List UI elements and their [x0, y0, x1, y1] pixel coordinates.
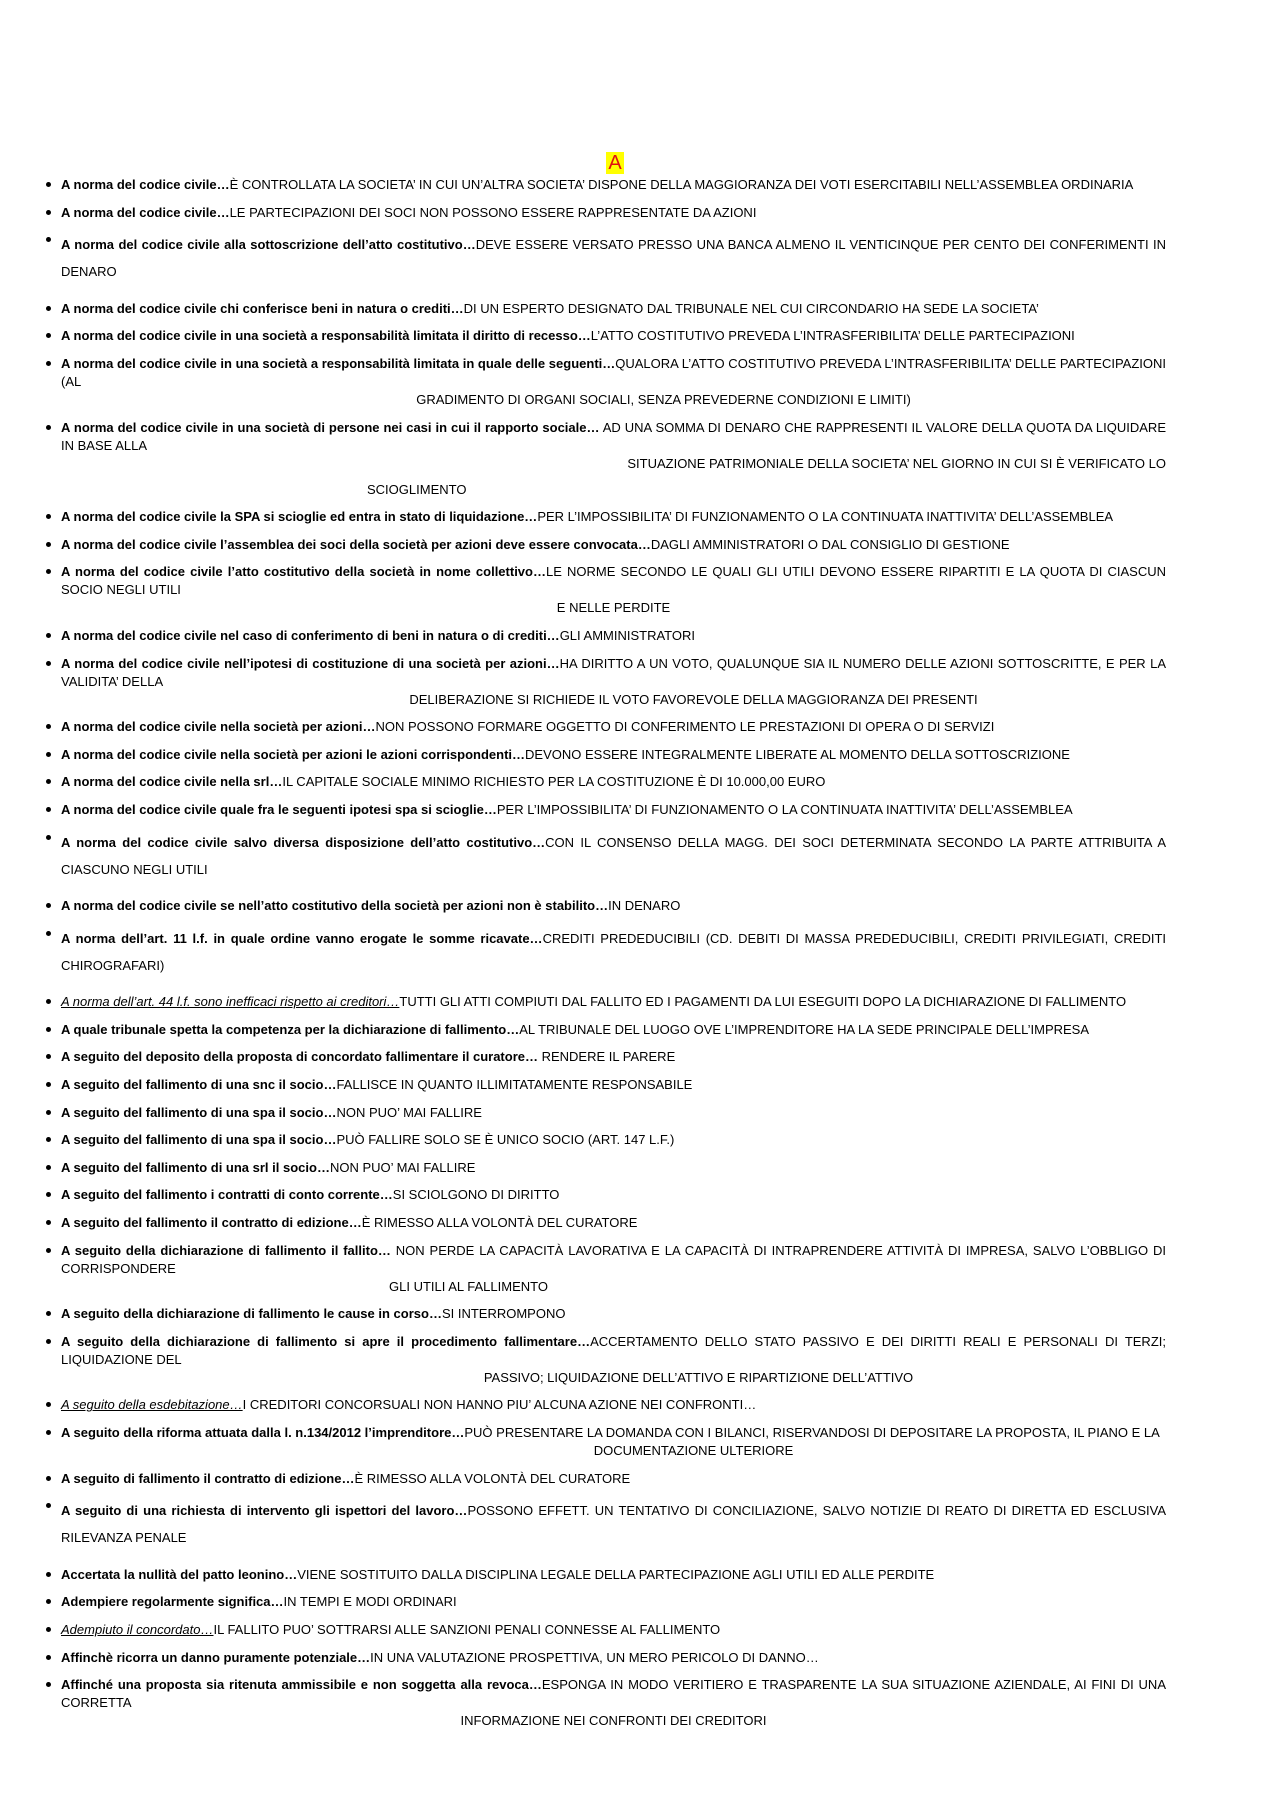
list-item: A quale tribunale spetta la competenza per la dichiarazione di fallimento…AL TRIBUNALE DEL LUOGO OVE L’IMPRENDITORE HA LA SEDE PRINCIPALE DELL’IMPRESA	[61, 1021, 1166, 1039]
list-item: A seguito del fallimento di una spa il socio…NON PUO’ MAI FALLIRE	[61, 1104, 1166, 1122]
list-item: A norma del codice civile l’atto costitutivo della società in nome collettivo…LE NORME SECONDO LE QUALI GLI UTILI DEVONO ESSERE RIPARTITI E LA QUOTA DI CIASCUN SOCIO NEGLI UTILI E NELLE PERDITE	[61, 564, 1166, 616]
list-item: A norma del codice civile…È CONTROLLATA LA SOCIETA’ IN CUI UN’ALTRA SOCIETA’ DISPONE DELLA MAGGIORANZA DEI VOTI ESERCITABILI NELL’ASSEMBLEA ORDINARIA	[61, 176, 1166, 194]
list-item: Affinchè ricorra un danno puramente potenziale…IN UNA VALUTAZIONE PROSPETTIVA, UN MERO PERICOLO DI DANNO…	[61, 1649, 1166, 1667]
list-item: A norma del codice civile…LE PARTECIPAZIONI DEI SOCI NON POSSONO ESSERE RAPPRESENTATE DA AZIONI	[61, 204, 1166, 222]
list-item: A norma del codice civile nel caso di conferimento di beni in natura o di crediti…GLI AMMINISTRATORI	[61, 627, 1166, 645]
list-item: A norma del codice civile se nell’atto costitutivo della società per azioni non è stabilito…IN DENARO	[61, 897, 1166, 915]
list-item: A norma del codice civile quale fra le seguenti ipotesi spa si scioglie…PER L’IMPOSSIBILITA’ DI FUNZIONAMENTO O LA CONTINUATA INATTIVITA’ DELL’ASSEMBLEA	[61, 801, 1166, 819]
list-item: A seguito della dichiarazione di fallimento si apre il procedimento fallimentare…ACCERTAMENTO DELLO STATO PASSIVO E DEI DIRITTI REALI E PERSONALI DI TERZI; LIQUIDAZIONE DEL PASSIVO; LIQUIDAZIONE DELL’ATTIVO E RIPARTIZIONE DELL’ATTIVO	[61, 1333, 1166, 1385]
list-item: A norma del codice civile in una società di persone nei casi in cui il rapporto sociale… AD UNA SOMMA DI DENARO CHE RAPPRESENTI IL VALORE DELLA QUOTA DA LIQUIDARE IN BASE ALLA SITUAZIONE PATRIMONIALE DELLA SOCIETA’ NEL GIORNO IN CUI SI È VERIFICATO LO SCIOGLIMENTO	[61, 419, 1166, 497]
list-item: A seguito del fallimento i contratti di conto corrente…SI SCIOLGONO DI DIRITTO	[61, 1186, 1166, 1204]
list-item: A seguito della dichiarazione di fallimento il fallito… NON PERDE LA CAPACITÀ LAVORATIVA E LA CAPACITÀ DI INTRAPRENDERE ATTIVITÀ DI IMPRESA, SALVO L’OBBLIGO DI CORRISPONDERE GLI UTILI AL FALLIMENTO	[61, 1242, 1166, 1294]
list-item: A norma del codice civile chi conferisce beni in natura o crediti…DI UN ESPERTO DESIGNATO DAL TRIBUNALE NEL CUI CIRCONDARIO HA SEDE LA SOCIETA’	[61, 300, 1166, 318]
list-item: A norma dell’art. 11 l.f. in quale ordine vanno erogate le somme ricavate…CREDITI PREDEDUCIBILI (CD. DEBITI DI MASSA PREDEDUCIBILI, CREDITI PRIVILEGIATI, CREDITI CHIROGRAFARI)	[61, 925, 1166, 979]
list-item: A seguito della esdebitazione…I CREDITORI CONCORSUALI NON HANNO PIU’ ALCUNA AZIONE NEI CONFRONTI…	[61, 1396, 1166, 1414]
list-item: A seguito di fallimento il contratto di edizione…È RIMESSO ALLA VOLONTÀ DEL CURATORE	[61, 1470, 1166, 1488]
list-item: A seguito del fallimento di una snc il socio…FALLISCE IN QUANTO ILLIMITATAMENTE RESPONSABILE	[61, 1076, 1166, 1094]
list-item: A norma dell’art. 44 l.f. sono inefficaci rispetto ai creditori…TUTTI GLI ATTI COMPIUTI DAL FALLITO ED I PAGAMENTI DA LUI ESEGUITI DOPO LA DICHIARAZIONE DI FALLIMENTO	[61, 993, 1166, 1011]
list-item: A norma del codice civile alla sottoscrizione dell’atto costitutivo…DEVE ESSERE VERSATO PRESSO UNA BANCA ALMENO IL VENTICINQUE PER CENTO DEI CONFERIMENTI IN DENARO	[61, 231, 1166, 285]
section-letter: A	[608, 152, 622, 174]
list-item: A seguito del deposito della proposta di concordato fallimentare il curatore… RENDERE IL PARERE	[61, 1048, 1166, 1066]
list-item: A norma del codice civile nell’ipotesi di costituzione di una società per azioni…HA DIRITTO A UN VOTO, QUALUNQUE SIA IL NUMERO DELLE AZIONI SOTTOSCRITTE, E PER LA VALIDITA’ DELLA DELIBERAZIONE SI RICHIEDE IL VOTO FAVOREVOLE DELLA MAGGIORANZA DEI PRESENTI	[61, 655, 1166, 707]
list-item: A seguito della riforma attuata dalla l. n.134/2012 l’imprenditore…PUÒ PRESENTARE LA DOMANDA CON I BILANCI, RISERVANDOSI DI DEPOSITARE LA PROPOSTA, IL PIANO E LA DOCUMENTAZIONE ULTERIORE	[61, 1424, 1166, 1460]
question-answer-list	[61, 176, 1166, 1740]
list-item: A norma del codice civile nella società per azioni le azioni corrispondenti…DEVONO ESSERE INTEGRALMENTE LIBERATE AL MOMENTO DELLA SOTTOSCRIZIONE	[61, 746, 1166, 764]
list-item: A norma del codice civile nella società per azioni…NON POSSONO FORMARE OGGETTO DI CONFERIMENTO LE PRESTAZIONI DI OPERA O DI SERVIZI	[61, 718, 1166, 736]
list-item: A norma del codice civile in una società a responsabilità limitata il diritto di recesso…L’ATTO COSTITUTIVO PREVEDA L’INTRASFERIBILITA’ DELLE PARTECIPAZIONI	[61, 327, 1166, 345]
list-item: A seguito del fallimento di una spa il socio…PUÒ FALLIRE SOLO SE È UNICO SOCIO (ART. 147 L.F.)	[61, 1131, 1166, 1149]
list-item: A norma del codice civile la SPA si scioglie ed entra in stato di liquidazione…PER L’IMPOSSIBILITA’ DI FUNZIONAMENTO O LA CONTINUATA INATTIVITA’ DELL’ASSEMBLEA	[61, 508, 1166, 526]
list-item: A seguito di una richiesta di intervento gli ispettori del lavoro…POSSONO EFFETT. UN TENTATIVO DI CONCILIAZIONE, SALVO NOTIZIE DI REATO DI DIRETTA ED ESCLUSIVA RILEVANZA PENALE	[61, 1497, 1166, 1551]
list-item: A norma del codice civile nella srl…IL CAPITALE SOCIALE MINIMO RICHIESTO PER LA COSTITUZIONE È DI 10.000,00 EURO	[61, 773, 1166, 791]
list-item: A norma del codice civile l’assemblea dei soci della società per azioni deve essere convocata…DAGLI AMMINISTRATORI O DAL CONSIGLIO DI GESTIONE	[61, 536, 1166, 554]
list-item: A norma del codice civile salvo diversa disposizione dell’atto costitutivo…CON IL CONSENSO DELLA MAGG. DEI SOCI DETERMINATA SECONDO LA PARTE ATTRIBUITA A CIASCUNO NEGLI UTILI	[61, 829, 1166, 883]
list-item: Adempiuto il concordato…IL FALLITO PUO’ SOTTRARSI ALLE SANZIONI PENALI CONNESSE AL FALLIMENTO	[61, 1621, 1166, 1639]
list-item: Affinché una proposta sia ritenuta ammissibile e non soggetta alla revoca…ESPONGA IN MODO VERITIERO E TRASPARENTE LA SUA SITUAZIONE AZIENDALE, AI FINI DI UNA CORRETTA INFORMAZIONE NEI CONFRONTI DEI CREDITORI	[61, 1677, 1166, 1729]
list-item: Adempiere regolarmente significa…IN TEMPI E MODI ORDINARI	[61, 1593, 1166, 1611]
list-item: A seguito del fallimento di una srl il socio…NON PUO’ MAI FALLIRE	[61, 1159, 1166, 1177]
list-item: A seguito della dichiarazione di fallimento le cause in corso…SI INTERROMPONO	[61, 1305, 1166, 1323]
list-item: A norma del codice civile in una società a responsabilità limitata in quale delle seguenti…QUALORA L’ATTO COSTITUTIVO PREVEDA L’INTRASFERIBILITA’ DELLE PARTECIPAZIONI (AL GRADIMENTO DI ORGANI SOCIALI, SENZA PREVEDERNE CONDIZIONI E LIMITI)	[61, 355, 1166, 407]
list-item: Accertata la nullità del patto leonino…VIENE SOSTITUITO DALLA DISCIPLINA LEGALE DELLA PARTECIPAZIONE AGLI UTILI ED ALLE PERDITE	[61, 1566, 1166, 1584]
list-item: A seguito del fallimento il contratto di edizione…È RIMESSO ALLA VOLONTÀ DEL CURATORE	[61, 1214, 1166, 1232]
